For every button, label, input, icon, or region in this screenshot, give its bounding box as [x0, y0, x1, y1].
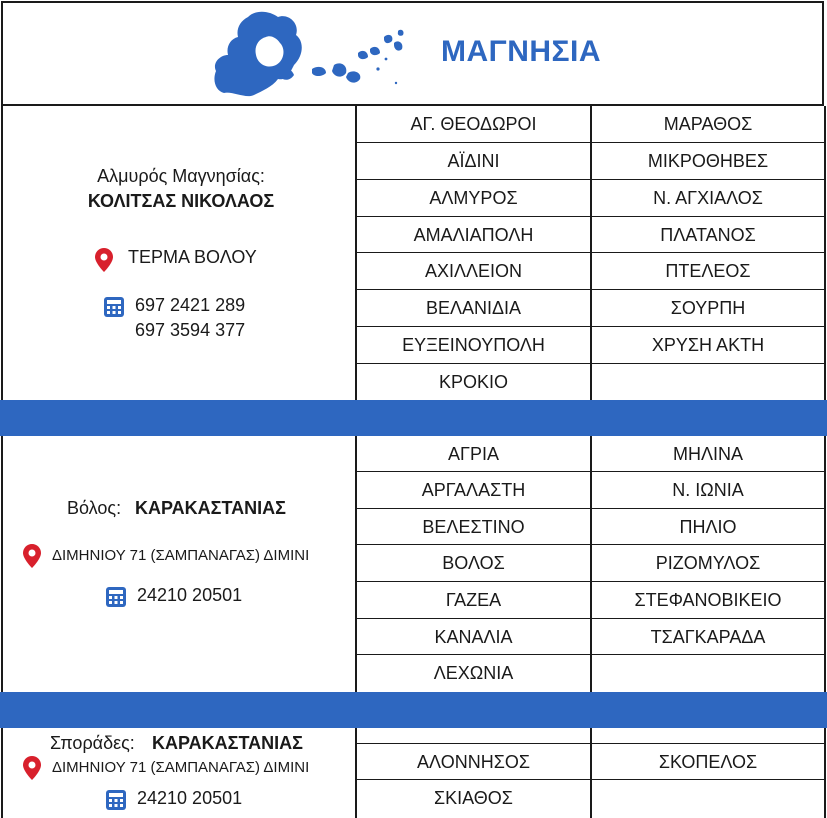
area-cell: ΒΕΛΕΣΤΙΝΟ: [357, 509, 592, 545]
area-cell: [592, 728, 826, 744]
contact-name: ΚΑΡΑΚΑΣΤΑΝΙΑΣ: [135, 498, 286, 518]
areas-grid: [357, 728, 826, 818]
area-cell: ΠΤΕΛΕΟΣ: [592, 253, 826, 290]
location-pin-icon: [95, 248, 113, 272]
area-cell: Ν. ΙΩΝΙΑ: [592, 472, 826, 509]
area-cell: ΑΛΟΝΝΗΣΟΣ: [357, 744, 592, 780]
phone-icon: [103, 296, 125, 318]
location-label: Βόλος:: [67, 498, 122, 518]
area-cell: ΣΤΕΦΑΝΟΒΙΚΕΙΟ: [592, 582, 826, 619]
area-cell: Ν. ΑΓΧΙΑΛΟΣ: [592, 180, 826, 217]
area-cell: ΚΑΝΑΛΙΑ: [357, 619, 592, 655]
section-divider: [0, 400, 827, 436]
area-cell: [592, 364, 826, 400]
phone-number: 24210 20501: [137, 585, 243, 605]
phone-icon: [105, 789, 127, 811]
contact-name: ΚΑΡΑΚΑΣΤΑΝΙΑΣ: [152, 733, 303, 753]
area-cell: ΜΗΛΙΝΑ: [592, 436, 826, 472]
magnesia-map-icon: [208, 7, 408, 102]
phone-icon: [105, 586, 127, 608]
location-label: Σποράδες:: [50, 733, 135, 753]
contact-panel: [1, 728, 357, 818]
phone-number: 697 3594 377: [135, 320, 246, 340]
section-almyros: [1, 106, 826, 400]
area-cell: ΒΟΛΟΣ: [357, 545, 592, 582]
location-label: Αλμυρός Μαγνησίας:: [97, 166, 265, 186]
area-cell: ΣΚΟΠΕΛΟΣ: [592, 744, 826, 780]
area-cell: ΤΣΑΓΚΑΡΑΔΑ: [592, 619, 826, 655]
area-cell: ΜΙΚΡΟΘΗΒΕΣ: [592, 143, 826, 180]
area-cell: ΛΕΧΩΝΙΑ: [357, 655, 592, 692]
area-cell: ΑΜΑΛΙΑΠΟΛΗ: [357, 217, 592, 253]
area-cell: [592, 655, 826, 692]
area-cell: ΣΟΥΡΠΗ: [592, 290, 826, 327]
address-text: ΔΙΜΗΝΙΟΥ 71 (ΣΑΜΠΑΝΑΓΑΣ) ΔΙΜΙΝΙ: [52, 759, 310, 776]
area-cell: ΑΓ. ΘΕΟΔΩΡΟΙ: [357, 106, 592, 143]
areas-grid: [357, 436, 826, 692]
contact-panel: [1, 106, 357, 400]
area-cell: ΜΑΡΑΘΟΣ: [592, 106, 826, 143]
contact-name: ΚΟΛΙΤΣΑΣ ΝΙΚΟΛΑΟΣ: [87, 191, 275, 211]
area-cell: ΑΓΡΙΑ: [357, 436, 592, 472]
section-divider: [0, 692, 827, 728]
section-sporades: [1, 728, 826, 818]
area-cell: ΑΛΜΥΡΟΣ: [357, 180, 592, 217]
area-cell: ΓΑΖΕΑ: [357, 582, 592, 619]
header: [1, 1, 824, 106]
phone-number: 697 2421 289: [135, 295, 246, 315]
section-volos: [1, 436, 826, 692]
area-cell: ΑΡΓΑΛΑΣΤΗ: [357, 472, 592, 509]
area-cell: [592, 780, 826, 818]
address-text: ΤΕΡΜΑ ΒΟΛΟΥ: [128, 247, 257, 267]
area-cell: ΑΪΔΙΝΙ: [357, 143, 592, 180]
address-text: ΔΙΜΗΝΙΟΥ 71 (ΣΑΜΠΑΝΑΓΑΣ) ΔΙΜΙΝΙ: [52, 547, 310, 564]
location-pin-icon: [23, 544, 41, 568]
area-cell: ΚΡΟΚΙΟ: [357, 364, 592, 400]
area-cell: ΒΕΛΑΝΙΔΙΑ: [357, 290, 592, 327]
page-title: ΜΑΓΝΗΣΙΑ: [441, 35, 602, 68]
area-cell: ΣΚΙΑΘΟΣ: [357, 780, 592, 818]
phone-number: 24210 20501: [137, 788, 243, 808]
area-cell: ΡΙΖΟΜΥΛΟΣ: [592, 545, 826, 582]
area-cell: ΠΗΛΙΟ: [592, 509, 826, 545]
area-cell: ΧΡΥΣΗ ΑΚΤΗ: [592, 327, 826, 364]
location-pin-icon: [23, 756, 41, 780]
area-cell: ΑΧΙΛΛΕΙΟΝ: [357, 253, 592, 290]
area-cell: ΠΛΑΤΑΝΟΣ: [592, 217, 826, 253]
area-cell: ΕΥΞΕΙΝΟΥΠΟΛΗ: [357, 327, 592, 364]
contact-panel: [1, 436, 357, 692]
area-cell: [357, 728, 592, 744]
areas-grid: [357, 106, 826, 400]
